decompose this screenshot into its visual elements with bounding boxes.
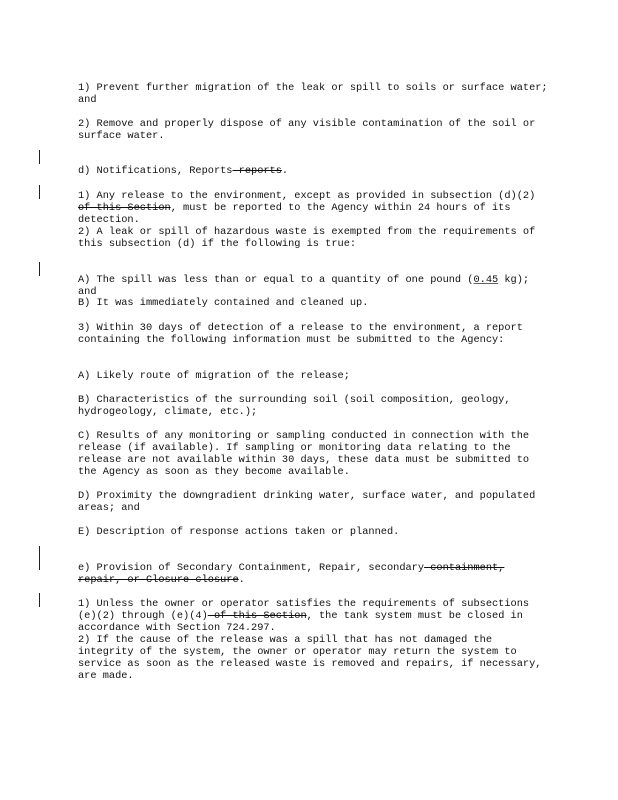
paragraph bbox=[78, 153, 548, 177]
text-run: A) The spill was less than or equal to a quantity of one pound ( bbox=[78, 274, 474, 286]
paragraph: B) Characteristics of the surrounding soil (soil composition, geology, hydrogeology, climate, etc.); bbox=[78, 394, 511, 418]
paragraph: 2) If the cause of the release was a spill that has not damaged the integrity of the system, the owner or operator may return the system to service as soon as the released waste is removed and repairs, if necessary, are made. bbox=[78, 634, 542, 682]
revision-bar bbox=[39, 546, 40, 570]
paragraph bbox=[78, 262, 548, 298]
paragraph: 1) Prevent further migration of the leak or spill to soils or surface water; and bbox=[78, 82, 548, 106]
revision-bar bbox=[39, 593, 40, 607]
paragraph: 3) Within 30 days of detection of a release to the environment, a report containing the following information must be submitted to the Agency: bbox=[78, 322, 523, 346]
deleted-text: of this Section bbox=[78, 202, 171, 214]
paragraph: A) Likely route of migration of the release; bbox=[78, 370, 350, 382]
text-run: . bbox=[281, 165, 289, 177]
deleted-text: of this Section bbox=[207, 610, 307, 622]
revision-bar bbox=[39, 150, 40, 164]
deleted-text: containment, repair, or Closure closure bbox=[78, 562, 505, 586]
text-run: 1) Unless the owner or operator satisfies the requirements of subsections (e)(2) through (e)(4) bbox=[78, 598, 530, 622]
paragraph: 2) A leak or spill of hazardous waste is exempted from the requirements of this subsection (d) if the following is true: bbox=[78, 226, 536, 250]
text-run: e) Provision of Secondary Containment, Repair, secondary bbox=[78, 562, 425, 574]
paragraph: C) Results of any monitoring or sampling conducted in connection with the release (if available). If sampling or monitoring data relating to the release are not available within 30 days, these data must be submitted to the Agency as soon as they become available. bbox=[78, 430, 530, 478]
text-run: . bbox=[238, 574, 245, 586]
paragraph: B) It was immediately contained and cleaned up. bbox=[78, 297, 369, 309]
paragraph bbox=[78, 178, 548, 226]
inserted-text: 0.45 bbox=[473, 274, 499, 286]
text-run: 1) Any release to the environment, except as provided in subsection (d)(2) bbox=[78, 190, 536, 202]
paragraph: D) Proximity the downgradient drinking water, surface water, and populated areas; and bbox=[78, 490, 536, 514]
revision-bar bbox=[39, 262, 40, 276]
text-run: , must be reported to the Agency within 24 hours of its detection. bbox=[78, 202, 511, 226]
paragraph bbox=[78, 586, 548, 634]
text-run: d) Notifications, Reports bbox=[78, 165, 233, 177]
revision-bar bbox=[39, 185, 40, 199]
paragraph: E) Description of response actions taken or planned. bbox=[78, 526, 400, 538]
text-run: , the tank system must be closed in accordance with Section 724.297. bbox=[78, 610, 523, 634]
paragraph: 2) Remove and properly dispose of any visible contamination of the soil or surface water. bbox=[78, 118, 536, 142]
deleted-text: reports bbox=[232, 165, 282, 177]
paragraph bbox=[78, 550, 548, 586]
text-run: kg); and bbox=[78, 274, 530, 298]
